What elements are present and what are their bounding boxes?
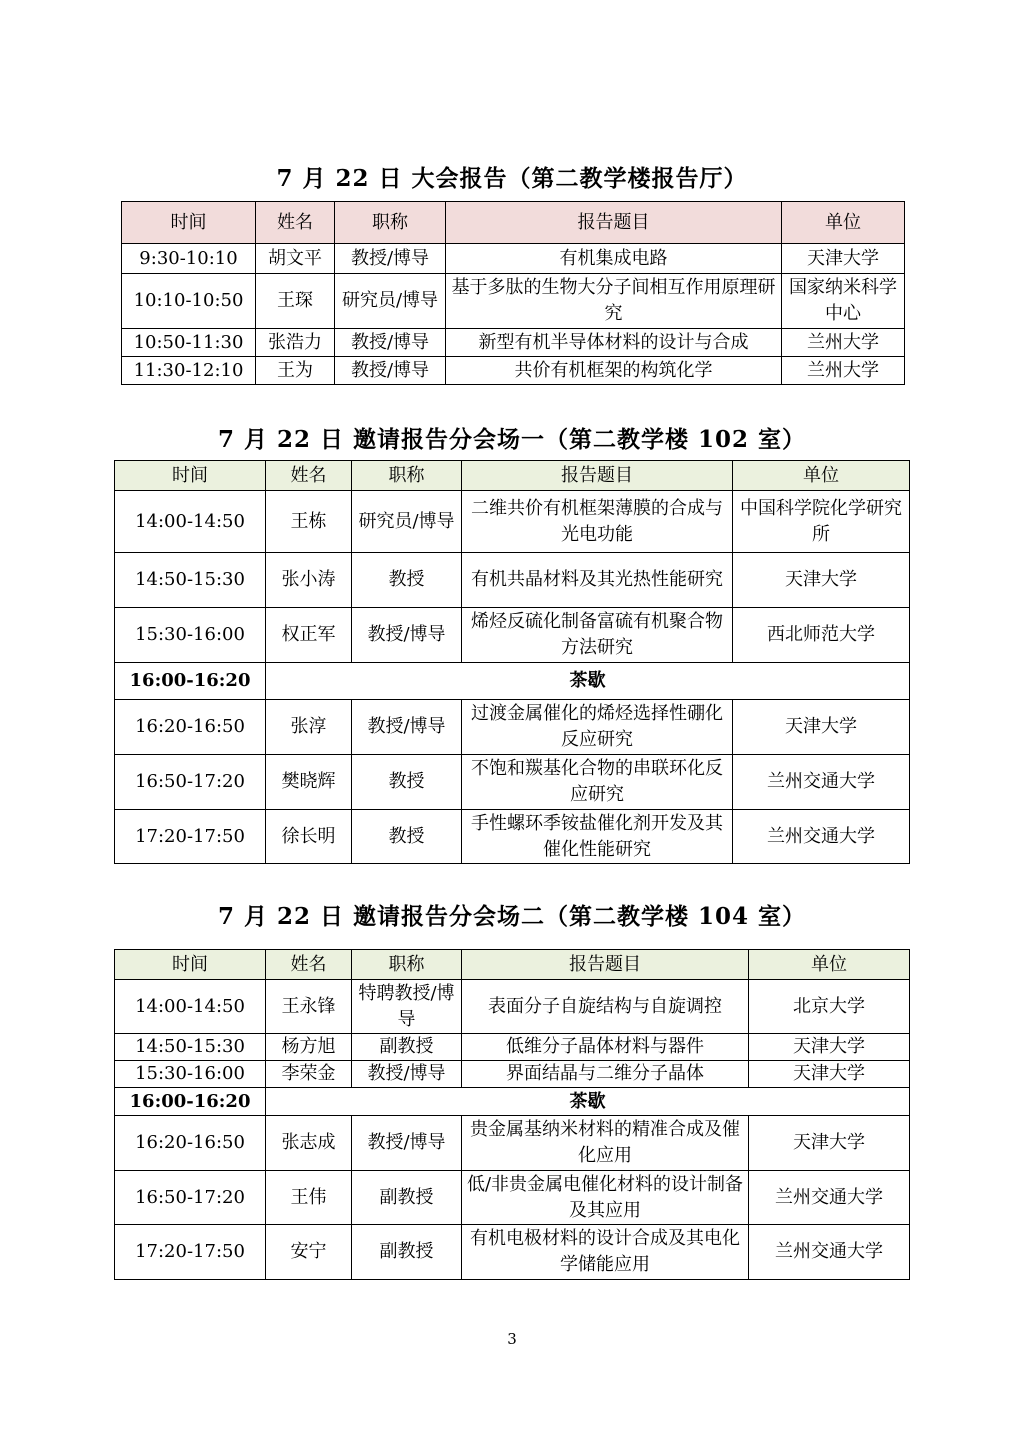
cell-time: 17:20-17:50 bbox=[115, 810, 266, 864]
cell-name: 王伟 bbox=[266, 1171, 352, 1225]
cell-title: 教授/博导 bbox=[335, 329, 446, 357]
cell-title: 副教授 bbox=[352, 1225, 462, 1280]
table-row bbox=[115, 491, 910, 553]
cell-time: 10:50-11:30 bbox=[122, 329, 256, 357]
cell-topic: 有机电极材料的设计合成及其电化学储能应用 bbox=[462, 1225, 749, 1280]
cell-affiliation: 天津大学 bbox=[749, 1116, 910, 1171]
cell-topic: 共价有机框架的构筑化学 bbox=[446, 357, 782, 385]
header-title: 职称 bbox=[352, 461, 462, 491]
table-row bbox=[122, 244, 905, 274]
cell-time: 15:30-16:00 bbox=[115, 1061, 266, 1088]
cell-affiliation: 兰州交通大学 bbox=[749, 1225, 910, 1280]
header-name: 姓名 bbox=[266, 461, 352, 491]
cell-title: 教授/博导 bbox=[352, 608, 462, 663]
header-topic: 报告题目 bbox=[462, 950, 749, 980]
header-topic: 报告题目 bbox=[446, 202, 782, 244]
cell-name: 王永锋 bbox=[266, 980, 352, 1034]
break-label: 茶歇 bbox=[266, 663, 910, 700]
cell-affiliation: 国家纳米科学中心 bbox=[782, 274, 905, 329]
cell-topic: 烯烃反硫化制备富硫有机聚合物方法研究 bbox=[462, 608, 733, 663]
table-header-row bbox=[122, 202, 905, 244]
break-row bbox=[115, 1088, 910, 1116]
cell-name: 张志成 bbox=[266, 1116, 352, 1171]
cell-affiliation: 天津大学 bbox=[733, 700, 910, 755]
cell-time: 15:30-16:00 bbox=[115, 608, 266, 663]
cell-name: 安宁 bbox=[266, 1225, 352, 1280]
cell-title: 特聘教授/博导 bbox=[352, 980, 462, 1034]
cell-name: 徐长明 bbox=[266, 810, 352, 864]
cell-name: 樊晓辉 bbox=[266, 755, 352, 810]
cell-time: 14:50-15:30 bbox=[115, 553, 266, 608]
header-title: 职称 bbox=[335, 202, 446, 244]
cell-affiliation: 兰州交通大学 bbox=[733, 755, 910, 810]
cell-topic: 有机集成电路 bbox=[446, 244, 782, 274]
break-label: 茶歇 bbox=[266, 1088, 910, 1116]
cell-name: 胡文平 bbox=[256, 244, 335, 274]
cell-affiliation: 天津大学 bbox=[782, 244, 905, 274]
session-1-table bbox=[114, 460, 910, 864]
table-header-row bbox=[115, 461, 910, 491]
cell-title: 研究员/博导 bbox=[335, 274, 446, 329]
table-row bbox=[115, 700, 910, 755]
header-name: 姓名 bbox=[256, 202, 335, 244]
cell-topic: 新型有机半导体材料的设计与合成 bbox=[446, 329, 782, 357]
cell-affiliation: 兰州交通大学 bbox=[733, 810, 910, 864]
table-header-row bbox=[115, 950, 910, 980]
table-row bbox=[122, 357, 905, 385]
cell-time: 14:00-14:50 bbox=[115, 491, 266, 553]
header-time: 时间 bbox=[115, 461, 266, 491]
cell-title: 教授/博导 bbox=[352, 1116, 462, 1171]
session-2-table bbox=[114, 949, 910, 1280]
cell-time: 16:50-17:20 bbox=[115, 755, 266, 810]
cell-affiliation: 中国科学院化学研究所 bbox=[733, 491, 910, 553]
page-number: 3 bbox=[507, 1330, 517, 1348]
table-row bbox=[115, 1061, 910, 1088]
cell-title: 教授/博导 bbox=[352, 1061, 462, 1088]
cell-name: 张浩力 bbox=[256, 329, 335, 357]
table-row bbox=[115, 608, 910, 663]
cell-topic: 手性螺环季铵盐催化剂开发及其催化性能研究 bbox=[462, 810, 733, 864]
table-row bbox=[115, 755, 910, 810]
section-title-session-2: 7 月 22 日 邀请报告分会场二（第二教学楼 104 室） bbox=[217, 903, 807, 930]
cell-name: 王为 bbox=[256, 357, 335, 385]
plenary-table bbox=[121, 201, 905, 385]
cell-name: 李荣金 bbox=[266, 1061, 352, 1088]
cell-topic: 低/非贵金属电催化材料的设计制备及其应用 bbox=[462, 1171, 749, 1225]
cell-topic: 有机共晶材料及其光热性能研究 bbox=[462, 553, 733, 608]
header-title: 职称 bbox=[352, 950, 462, 980]
cell-time: 11:30-12:10 bbox=[122, 357, 256, 385]
cell-time: 10:10-10:50 bbox=[122, 274, 256, 329]
header-topic: 报告题目 bbox=[462, 461, 733, 491]
cell-name: 王栋 bbox=[266, 491, 352, 553]
cell-name: 张淳 bbox=[266, 700, 352, 755]
table-row bbox=[115, 1034, 910, 1061]
cell-title: 教授 bbox=[352, 553, 462, 608]
cell-title: 副教授 bbox=[352, 1171, 462, 1225]
cell-time: 16:50-17:20 bbox=[115, 1171, 266, 1225]
section-title-plenary: 7 月 22 日 大会报告（第二教学楼报告厅） bbox=[276, 165, 748, 192]
cell-affiliation: 兰州交通大学 bbox=[749, 1171, 910, 1225]
cell-time: 16:20-16:50 bbox=[115, 1116, 266, 1171]
cell-affiliation: 北京大学 bbox=[749, 980, 910, 1034]
header-affiliation: 单位 bbox=[733, 461, 910, 491]
cell-topic: 二维共价有机框架薄膜的合成与光电功能 bbox=[462, 491, 733, 553]
cell-title: 教授/博导 bbox=[335, 357, 446, 385]
cell-title: 教授/博导 bbox=[335, 244, 446, 274]
cell-topic: 贵金属基纳米材料的精准合成及催化应用 bbox=[462, 1116, 749, 1171]
cell-affiliation: 天津大学 bbox=[733, 553, 910, 608]
cell-title: 副教授 bbox=[352, 1034, 462, 1061]
header-time: 时间 bbox=[122, 202, 256, 244]
cell-time: 14:50-15:30 bbox=[115, 1034, 266, 1061]
cell-title: 教授 bbox=[352, 755, 462, 810]
cell-topic: 基于多肽的生物大分子间相互作用原理研究 bbox=[446, 274, 782, 329]
cell-affiliation: 天津大学 bbox=[749, 1034, 910, 1061]
header-affiliation: 单位 bbox=[782, 202, 905, 244]
cell-time: 16:20-16:50 bbox=[115, 700, 266, 755]
cell-affiliation: 西北师范大学 bbox=[733, 608, 910, 663]
header-time: 时间 bbox=[115, 950, 266, 980]
table-row bbox=[115, 810, 910, 864]
break-time: 16:00-16:20 bbox=[115, 663, 266, 700]
cell-name: 张小涛 bbox=[266, 553, 352, 608]
cell-topic: 过渡金属催化的烯烃选择性硼化反应研究 bbox=[462, 700, 733, 755]
cell-affiliation: 兰州大学 bbox=[782, 329, 905, 357]
cell-time: 14:00-14:50 bbox=[115, 980, 266, 1034]
cell-title: 教授 bbox=[352, 810, 462, 864]
cell-title: 研究员/博导 bbox=[352, 491, 462, 553]
table-row bbox=[115, 1116, 910, 1171]
cell-name: 权正军 bbox=[266, 608, 352, 663]
cell-time: 17:20-17:50 bbox=[115, 1225, 266, 1280]
table-row bbox=[122, 329, 905, 357]
break-row bbox=[115, 663, 910, 700]
table-row bbox=[115, 1225, 910, 1280]
break-time: 16:00-16:20 bbox=[115, 1088, 266, 1116]
cell-affiliation: 天津大学 bbox=[749, 1061, 910, 1088]
cell-name: 王琛 bbox=[256, 274, 335, 329]
header-name: 姓名 bbox=[266, 950, 352, 980]
cell-affiliation: 兰州大学 bbox=[782, 357, 905, 385]
table-row bbox=[115, 1171, 910, 1225]
cell-topic: 表面分子自旋结构与自旋调控 bbox=[462, 980, 749, 1034]
table-row bbox=[115, 980, 910, 1034]
cell-topic: 不饱和羰基化合物的串联环化反应研究 bbox=[462, 755, 733, 810]
cell-name: 杨方旭 bbox=[266, 1034, 352, 1061]
cell-topic: 低维分子晶体材料与器件 bbox=[462, 1034, 749, 1061]
table-row bbox=[115, 553, 910, 608]
table-row bbox=[122, 274, 905, 329]
cell-time: 9:30-10:10 bbox=[122, 244, 256, 274]
header-affiliation: 单位 bbox=[749, 950, 910, 980]
section-title-session-1: 7 月 22 日 邀请报告分会场一（第二教学楼 102 室） bbox=[217, 426, 807, 453]
cell-title: 教授/博导 bbox=[352, 700, 462, 755]
cell-topic: 界面结晶与二维分子晶体 bbox=[462, 1061, 749, 1088]
